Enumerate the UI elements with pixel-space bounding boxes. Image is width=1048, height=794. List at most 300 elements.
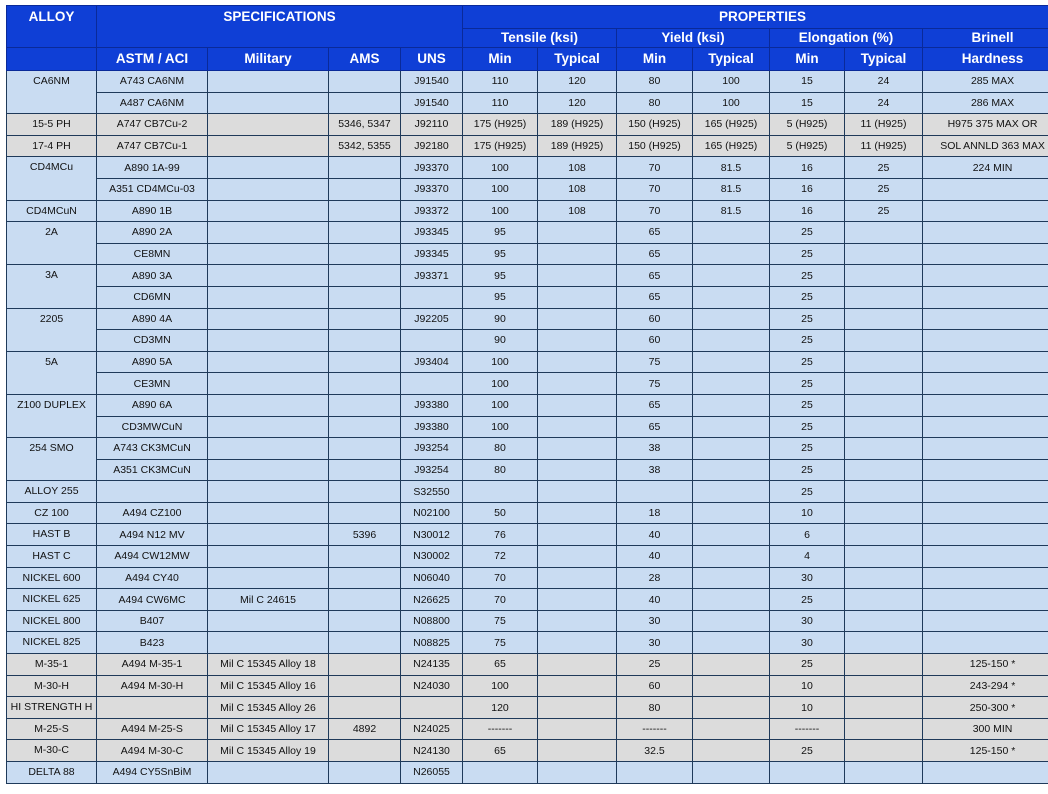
brinell-hardness-cell [923,308,1048,330]
elongation-min-cell: 25 [770,416,845,438]
military-cell [208,222,329,244]
elongation-typical-cell [845,697,923,719]
military-cell: Mil C 15345 Alloy 17 [208,718,329,740]
tensile-typical-cell: 120 [538,92,617,114]
uns-cell: J92110 [401,114,463,136]
table-row [7,610,1048,632]
table-row [7,502,1048,524]
uns-cell: J93380 [401,394,463,416]
elongation-min-cell: ------- [770,718,845,740]
brinell-hardness-cell [923,502,1048,524]
header-elongation-typical: Typical [845,48,923,71]
yield-typical-cell [693,567,770,589]
ams-cell [329,762,401,784]
yield-typical-cell [693,286,770,308]
elongation-typical-cell: 25 [845,200,923,222]
astm-aci-cell: A351 CK3MCuN [97,459,208,481]
astm-aci-cell: CE3MN [97,373,208,395]
yield-typical-cell [693,265,770,287]
tensile-typical-cell: 189 (H925) [538,135,617,157]
table-row [7,697,1048,719]
elongation-typical-cell [845,567,923,589]
elongation-typical-cell [845,459,923,481]
yield-min-cell: 80 [617,71,693,93]
table-row [7,762,1048,784]
table-row [7,135,1048,157]
ams-cell [329,92,401,114]
tensile-typical-cell [538,740,617,762]
uns-cell: J93345 [401,243,463,265]
ams-cell [329,675,401,697]
elongation-typical-cell: 11 (H925) [845,135,923,157]
ams-cell [329,373,401,395]
yield-min-cell: 60 [617,675,693,697]
yield-min-cell: 65 [617,222,693,244]
brinell-hardness-cell [923,438,1048,460]
table-row [7,675,1048,697]
yield-typical-cell [693,546,770,568]
tensile-min-cell: 95 [463,243,538,265]
ams-cell [329,222,401,244]
yield-min-cell: 38 [617,438,693,460]
table-row [7,114,1048,136]
elongation-min-cell: 10 [770,502,845,524]
astm-aci-cell: A890 4A [97,308,208,330]
military-cell [208,200,329,222]
ams-cell [329,567,401,589]
alloy-name-cell: 2205 [7,308,97,351]
tensile-typical-cell [538,416,617,438]
astm-aci-cell: A494 M-30-H [97,675,208,697]
military-cell [208,265,329,287]
military-cell: Mil C 15345 Alloy 18 [208,654,329,676]
elongation-min-cell: 25 [770,265,845,287]
yield-min-cell: 80 [617,92,693,114]
brinell-hardness-cell [923,524,1048,546]
tensile-min-cell: 175 (H925) [463,114,538,136]
astm-aci-cell: A494 CW12MW [97,546,208,568]
alloy-spec-sheet [6,5,1048,784]
elongation-typical-cell [845,546,923,568]
tensile-typical-cell [538,632,617,654]
alloy-name-cell: NICKEL 625 [7,589,97,611]
elongation-min-cell: 6 [770,524,845,546]
elongation-typical-cell [845,308,923,330]
elongation-min-cell: 25 [770,373,845,395]
elongation-typical-cell [845,675,923,697]
uns-cell: J92180 [401,135,463,157]
yield-typical-cell [693,740,770,762]
elongation-typical-cell: 11 (H925) [845,114,923,136]
alloy-properties-table [6,5,1048,784]
brinell-hardness-cell: H975 375 MAX OR [923,114,1048,136]
tensile-typical-cell [538,654,617,676]
astm-aci-cell: A487 CA6NM [97,92,208,114]
tensile-min-cell: 50 [463,502,538,524]
uns-cell: J93254 [401,438,463,460]
tensile-typical-cell [538,351,617,373]
header-specifications: SPECIFICATIONS [97,6,463,48]
elongation-typical-cell: 25 [845,178,923,200]
yield-typical-cell [693,718,770,740]
yield-min-cell: 65 [617,243,693,265]
astm-aci-cell: A890 3A [97,265,208,287]
yield-typical-cell [693,610,770,632]
tensile-typical-cell: 189 (H925) [538,114,617,136]
tensile-min-cell: 90 [463,330,538,352]
tensile-typical-cell: 108 [538,200,617,222]
yield-typical-cell [693,308,770,330]
yield-min-cell: 60 [617,308,693,330]
table-row [7,567,1048,589]
alloy-name-cell: NICKEL 800 [7,610,97,632]
military-cell [208,394,329,416]
tensile-typical-cell: 120 [538,71,617,93]
alloy-name-cell: NICKEL 825 [7,632,97,654]
military-cell [208,157,329,179]
astm-aci-cell: A890 5A [97,351,208,373]
tensile-typical-cell [538,243,617,265]
alloy-name-cell: CD4MCuN [7,200,97,222]
alloy-name-cell: NICKEL 600 [7,567,97,589]
tensile-typical-cell [538,373,617,395]
ams-cell [329,416,401,438]
table-row [7,200,1048,222]
yield-min-cell: 40 [617,546,693,568]
astm-aci-cell: A494 CW6MC [97,589,208,611]
tensile-min-cell: 70 [463,589,538,611]
elongation-min-cell: 25 [770,222,845,244]
tensile-min-cell: 76 [463,524,538,546]
military-cell [208,481,329,503]
yield-min-cell: 18 [617,502,693,524]
brinell-hardness-cell [923,286,1048,308]
header-astm-aci: ASTM / ACI [97,48,208,71]
yield-typical-cell [693,416,770,438]
yield-min-cell: 75 [617,351,693,373]
yield-min-cell: 40 [617,524,693,546]
header-brinell: Brinell [923,29,1048,48]
tensile-min-cell: 175 (H925) [463,135,538,157]
elongation-min-cell: 15 [770,92,845,114]
table-row [7,718,1048,740]
table-row [7,92,1048,114]
brinell-hardness-cell [923,546,1048,568]
yield-typical-cell: 165 (H925) [693,135,770,157]
tensile-typical-cell [538,265,617,287]
elongation-typical-cell [845,438,923,460]
elongation-min-cell: 15 [770,71,845,93]
tensile-min-cell: 100 [463,416,538,438]
tensile-min-cell: 72 [463,546,538,568]
yield-min-cell: 30 [617,632,693,654]
tensile-min-cell: 100 [463,200,538,222]
military-cell: Mil C 15345 Alloy 16 [208,675,329,697]
elongation-typical-cell [845,330,923,352]
tensile-min-cell: 80 [463,459,538,481]
table-row [7,308,1048,330]
brinell-hardness-cell: 250-300 * [923,697,1048,719]
elongation-typical-cell [845,740,923,762]
brinell-hardness-cell: 125-150 * [923,740,1048,762]
brinell-hardness-cell: 300 MIN [923,718,1048,740]
uns-cell: J93370 [401,178,463,200]
yield-typical-cell: 100 [693,92,770,114]
uns-cell [401,373,463,395]
yield-typical-cell [693,373,770,395]
elongation-typical-cell [845,654,923,676]
yield-typical-cell: 100 [693,71,770,93]
elongation-typical-cell [845,222,923,244]
military-cell [208,114,329,136]
header-tensile-typical: Typical [538,48,617,71]
table-header [7,6,1048,71]
yield-typical-cell [693,524,770,546]
brinell-hardness-cell [923,610,1048,632]
ams-cell: 5396 [329,524,401,546]
ams-cell [329,265,401,287]
uns-cell: J91540 [401,92,463,114]
uns-cell: J91540 [401,71,463,93]
yield-typical-cell [693,632,770,654]
yield-typical-cell [693,675,770,697]
elongation-min-cell: 30 [770,632,845,654]
astm-aci-cell: A890 1A-99 [97,157,208,179]
table-row [7,589,1048,611]
tensile-min-cell: 65 [463,740,538,762]
military-cell [208,178,329,200]
uns-cell: N24030 [401,675,463,697]
table-row [7,740,1048,762]
tensile-typical-cell [538,589,617,611]
elongation-min-cell: 25 [770,243,845,265]
elongation-typical-cell: 25 [845,157,923,179]
yield-min-cell [617,762,693,784]
table-row [7,524,1048,546]
uns-cell: S32550 [401,481,463,503]
tensile-typical-cell [538,394,617,416]
elongation-min-cell: 25 [770,438,845,460]
brinell-hardness-cell: 243-294 * [923,675,1048,697]
tensile-min-cell [463,762,538,784]
tensile-typical-cell [538,718,617,740]
military-cell [208,546,329,568]
ams-cell [329,589,401,611]
uns-cell: N26625 [401,589,463,611]
elongation-typical-cell [845,632,923,654]
yield-min-cell: 150 (H925) [617,114,693,136]
astm-aci-cell: A890 6A [97,394,208,416]
astm-aci-cell: CD3MN [97,330,208,352]
uns-cell: N26055 [401,762,463,784]
tensile-typical-cell [538,286,617,308]
brinell-hardness-cell [923,373,1048,395]
brinell-hardness-cell: 125-150 * [923,654,1048,676]
tensile-typical-cell [538,438,617,460]
elongation-min-cell: 25 [770,394,845,416]
astm-aci-cell: A494 N12 MV [97,524,208,546]
uns-cell: N02100 [401,502,463,524]
alloy-name-cell: M-35-1 [7,654,97,676]
header-elongation-min: Min [770,48,845,71]
tensile-min-cell: 100 [463,675,538,697]
table-row [7,265,1048,287]
table-row [7,157,1048,179]
yield-typical-cell: 81.5 [693,157,770,179]
uns-cell [401,697,463,719]
elongation-typical-cell [845,610,923,632]
yield-min-cell [617,481,693,503]
astm-aci-cell: A494 M-25-S [97,718,208,740]
uns-cell: J93345 [401,222,463,244]
astm-aci-cell: A494 CY40 [97,567,208,589]
alloy-name-cell: 5A [7,351,97,394]
table-row [7,481,1048,503]
table-row [7,394,1048,416]
brinell-hardness-cell [923,567,1048,589]
brinell-hardness-cell [923,762,1048,784]
yield-min-cell: 25 [617,654,693,676]
brinell-hardness-cell: SOL ANNLD 363 MAX [923,135,1048,157]
alloy-name-cell: CD4MCu [7,157,97,200]
uns-cell: N30012 [401,524,463,546]
tensile-typical-cell [538,675,617,697]
military-cell [208,438,329,460]
table-row [7,222,1048,244]
tensile-typical-cell [538,481,617,503]
yield-min-cell: 30 [617,610,693,632]
brinell-hardness-cell [923,178,1048,200]
uns-cell: N24130 [401,740,463,762]
brinell-hardness-cell [923,222,1048,244]
header-alloy-blank [7,48,97,71]
brinell-hardness-cell: 224 MIN [923,157,1048,179]
brinell-hardness-cell [923,265,1048,287]
military-cell: Mil C 15345 Alloy 19 [208,740,329,762]
military-cell [208,71,329,93]
header-yield-typical: Typical [693,48,770,71]
tensile-typical-cell [538,308,617,330]
yield-min-cell: 60 [617,330,693,352]
elongation-typical-cell: 24 [845,92,923,114]
tensile-typical-cell: 108 [538,178,617,200]
brinell-hardness-cell: 285 MAX [923,71,1048,93]
ams-cell [329,394,401,416]
tensile-typical-cell [538,546,617,568]
yield-typical-cell [693,459,770,481]
elongation-typical-cell [845,524,923,546]
tensile-min-cell: 110 [463,92,538,114]
alloy-name-cell: M-30-H [7,675,97,697]
yield-typical-cell [693,502,770,524]
uns-cell: N08800 [401,610,463,632]
tensile-typical-cell [538,459,617,481]
elongation-typical-cell [845,416,923,438]
table-row [7,632,1048,654]
yield-typical-cell [693,394,770,416]
yield-min-cell: ------- [617,718,693,740]
elongation-min-cell: 16 [770,178,845,200]
uns-cell: N24135 [401,654,463,676]
ams-cell [329,610,401,632]
yield-typical-cell: 81.5 [693,178,770,200]
header-alloy: ALLOY [7,6,97,48]
yield-typical-cell [693,243,770,265]
tensile-typical-cell [538,330,617,352]
astm-aci-cell: A890 1B [97,200,208,222]
tensile-min-cell: 95 [463,222,538,244]
ams-cell [329,697,401,719]
yield-min-cell: 65 [617,286,693,308]
table-row [7,330,1048,352]
header-yield: Yield (ksi) [617,29,770,48]
military-cell [208,330,329,352]
astm-aci-cell: CD6MN [97,286,208,308]
header-military: Military [208,48,329,71]
astm-aci-cell: B423 [97,632,208,654]
brinell-hardness-cell [923,394,1048,416]
alloy-name-cell: 15-5 PH [7,114,97,136]
astm-aci-cell: A743 CA6NM [97,71,208,93]
elongation-min-cell [770,762,845,784]
ams-cell [329,71,401,93]
uns-cell: J93372 [401,200,463,222]
alloy-name-cell: HAST C [7,546,97,568]
ams-cell [329,502,401,524]
astm-aci-cell: CE8MN [97,243,208,265]
alloy-name-cell: CA6NM [7,71,97,114]
alloy-name-cell: HAST B [7,524,97,546]
tensile-min-cell: 100 [463,351,538,373]
ams-cell: 5346, 5347 [329,114,401,136]
military-cell [208,567,329,589]
tensile-min-cell [463,481,538,503]
uns-cell: N08825 [401,632,463,654]
ams-cell [329,546,401,568]
ams-cell [329,178,401,200]
elongation-min-cell: 5 (H925) [770,135,845,157]
tensile-typical-cell [538,524,617,546]
military-cell [208,632,329,654]
ams-cell [329,243,401,265]
elongation-typical-cell [845,265,923,287]
tensile-min-cell: 100 [463,178,538,200]
tensile-typical-cell [538,697,617,719]
uns-cell: J93380 [401,416,463,438]
brinell-hardness-cell [923,351,1048,373]
tensile-min-cell: 90 [463,308,538,330]
brinell-hardness-cell [923,200,1048,222]
military-cell [208,286,329,308]
yield-min-cell: 65 [617,416,693,438]
yield-typical-cell [693,330,770,352]
elongation-typical-cell [845,351,923,373]
alloy-name-cell: ALLOY 255 [7,481,97,503]
ams-cell [329,654,401,676]
alloy-name-cell: CZ 100 [7,502,97,524]
header-tensile: Tensile (ksi) [463,29,617,48]
tensile-min-cell: ------- [463,718,538,740]
elongation-min-cell: 10 [770,697,845,719]
elongation-typical-cell [845,394,923,416]
alloy-name-cell: 2A [7,222,97,265]
tensile-min-cell: 80 [463,438,538,460]
uns-cell: J92205 [401,308,463,330]
yield-min-cell: 65 [617,265,693,287]
military-cell [208,308,329,330]
brinell-hardness-cell: 286 MAX [923,92,1048,114]
tensile-min-cell: 75 [463,610,538,632]
